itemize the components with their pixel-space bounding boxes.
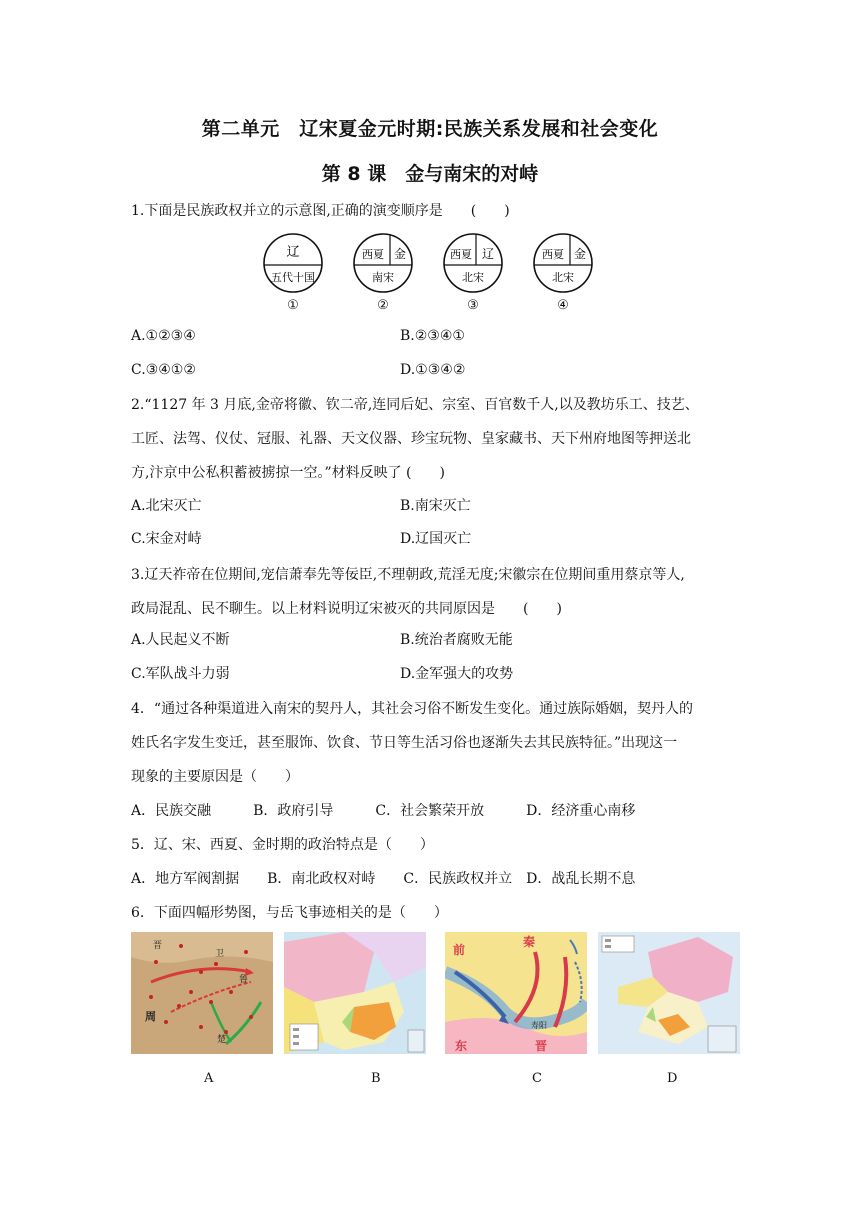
- q1-c4-bottom: 北宋: [552, 271, 574, 284]
- map-c-label-qian: 前: [453, 943, 466, 957]
- question-1-stem: 1.下面是民族政权并立的示意图,正确的演变顺序是 ( ): [131, 203, 510, 219]
- q1-c1-bottom: 五代十国: [271, 271, 315, 284]
- q5-options[interactable]: A．地方军阀割据 B．南北政权对峙 C．民族政权并立 D．战乱长期不息: [131, 871, 636, 887]
- q1-circle-1: [262, 232, 324, 318]
- map-a-label-zhou: 周: [145, 1010, 156, 1023]
- lesson-title: 第 8 课 金与南宋的对峙: [321, 163, 539, 185]
- map-a-label-chu: 楚: [217, 1035, 227, 1045]
- q1-c3-bottom: 北宋: [462, 271, 484, 284]
- q3-option-b[interactable]: B.统治者腐败无能: [400, 632, 513, 648]
- q1-c4-top-right: 金: [573, 247, 587, 261]
- q6-map-a-label: A: [204, 1071, 214, 1086]
- q1-circle-4-number: ④: [557, 298, 569, 313]
- q1-circle-3: [442, 232, 504, 318]
- q3-option-a[interactable]: A.人民起义不断: [131, 632, 230, 648]
- q4-options[interactable]: A．民族交融 B．政府引导 C．社会繁荣开放 D．经济重心南移: [131, 803, 636, 819]
- q1-c3-top-right: 辽: [481, 247, 495, 261]
- q1-option-c[interactable]: C.③④①②: [131, 362, 196, 378]
- q1-c2-top-left: 西夏: [362, 248, 384, 261]
- question-4-line-1: 4．“通过各种渠道进入南宋的契丹人，其社会习俗不断发生变化。通过族际婚姻，契丹人的: [131, 701, 694, 717]
- question-3-line-2: 政局混乱、民不聊生。以上材料说明辽宋被灭的共同原因是 ( ): [131, 601, 562, 617]
- map-c-label-shouyang: 寿阳: [531, 1021, 547, 1030]
- question-3-line-1: 3.辽天祚帝在位期间,宠信萧奉先等佞臣,不理朝政,荒淫无度;宋徽宗在位期间重用蔡京等人,: [131, 567, 685, 583]
- question-5-stem: 5．辽、宋、西夏、金时期的政治特点是（ ）: [131, 837, 434, 853]
- q1-option-b[interactable]: B.②③④①: [400, 328, 465, 344]
- q6-map-a[interactable]: [131, 932, 273, 1054]
- map-a-label-lu: 鲁: [239, 975, 249, 985]
- q1-circle-2-number: ②: [377, 298, 389, 313]
- q2-option-d[interactable]: D.辽国灭亡: [400, 531, 472, 547]
- q6-map-b[interactable]: [284, 932, 426, 1054]
- q3-option-c[interactable]: C.军队战斗力弱: [131, 666, 230, 682]
- q2-option-a[interactable]: A.北宋灭亡: [131, 498, 202, 514]
- q1-circle-2: [352, 232, 414, 318]
- map-c-label-qin: 秦: [523, 935, 536, 949]
- q6-map-c[interactable]: [445, 932, 587, 1054]
- map-a-label-jin: 晋: [153, 941, 163, 951]
- q1-c2-bottom: 南宋: [372, 271, 394, 284]
- q6-map-d-label: D: [667, 1071, 678, 1086]
- q1-c2-top-right: 金: [393, 247, 407, 261]
- q6-map-c-label: C: [532, 1071, 542, 1086]
- question-4-line-3: 现象的主要原因是（ ）: [131, 769, 299, 785]
- q1-c1-top: 辽: [286, 245, 300, 260]
- q1-diagram: [262, 232, 602, 318]
- q3-option-d[interactable]: D.金军强大的攻势: [400, 666, 514, 682]
- map-a-label-wei: 卫: [215, 949, 225, 959]
- q1-option-a[interactable]: A.①②③④: [131, 328, 196, 344]
- map-c-label-jin: 晋: [535, 1039, 548, 1053]
- q6-map-row: [131, 932, 731, 1056]
- map-c-label-dong: 东: [455, 1039, 468, 1053]
- question-4-line-2: 姓氏名字发生变迁，甚至服饰、饮食、节日等生活习俗也逐渐失去其民族特征。”出现这一: [131, 735, 678, 751]
- question-2-line-1: 2.“1127 年 3 月底,金帝将徽、钦二帝,连同后妃、宗室、百官数千人,以及教坊乐工、技艺、: [131, 397, 699, 413]
- question-2-line-2: 工匠、法驾、仪仗、冠服、礼器、天文仪器、珍宝玩物、皇家藏书、天下州府地图等押送北: [131, 431, 691, 447]
- question-6-stem: 6．下面四幅形势图，与岳飞事迹相关的是（ ）: [131, 905, 448, 921]
- q2-option-c[interactable]: C.宋金对峙: [131, 531, 202, 547]
- unit-title: 第二单元 辽宋夏金元时期:民族关系发展和社会变化: [201, 118, 659, 140]
- q2-option-b[interactable]: B.南宋灭亡: [400, 498, 471, 514]
- q6-map-d[interactable]: [598, 932, 740, 1054]
- q1-c4-top-left: 西夏: [542, 248, 564, 261]
- question-2-line-3: 方,汴京中公私积蓄被掳掠一空。”材料反映了 ( ): [131, 465, 445, 481]
- q1-circle-3-number: ③: [467, 298, 479, 313]
- q1-circle-4: [532, 232, 594, 318]
- q6-map-b-label: B: [371, 1071, 381, 1086]
- q1-option-d[interactable]: D.①③④②: [400, 362, 466, 378]
- q1-circle-1-number: ①: [287, 298, 299, 313]
- q1-c3-top-left: 西夏: [450, 248, 472, 261]
